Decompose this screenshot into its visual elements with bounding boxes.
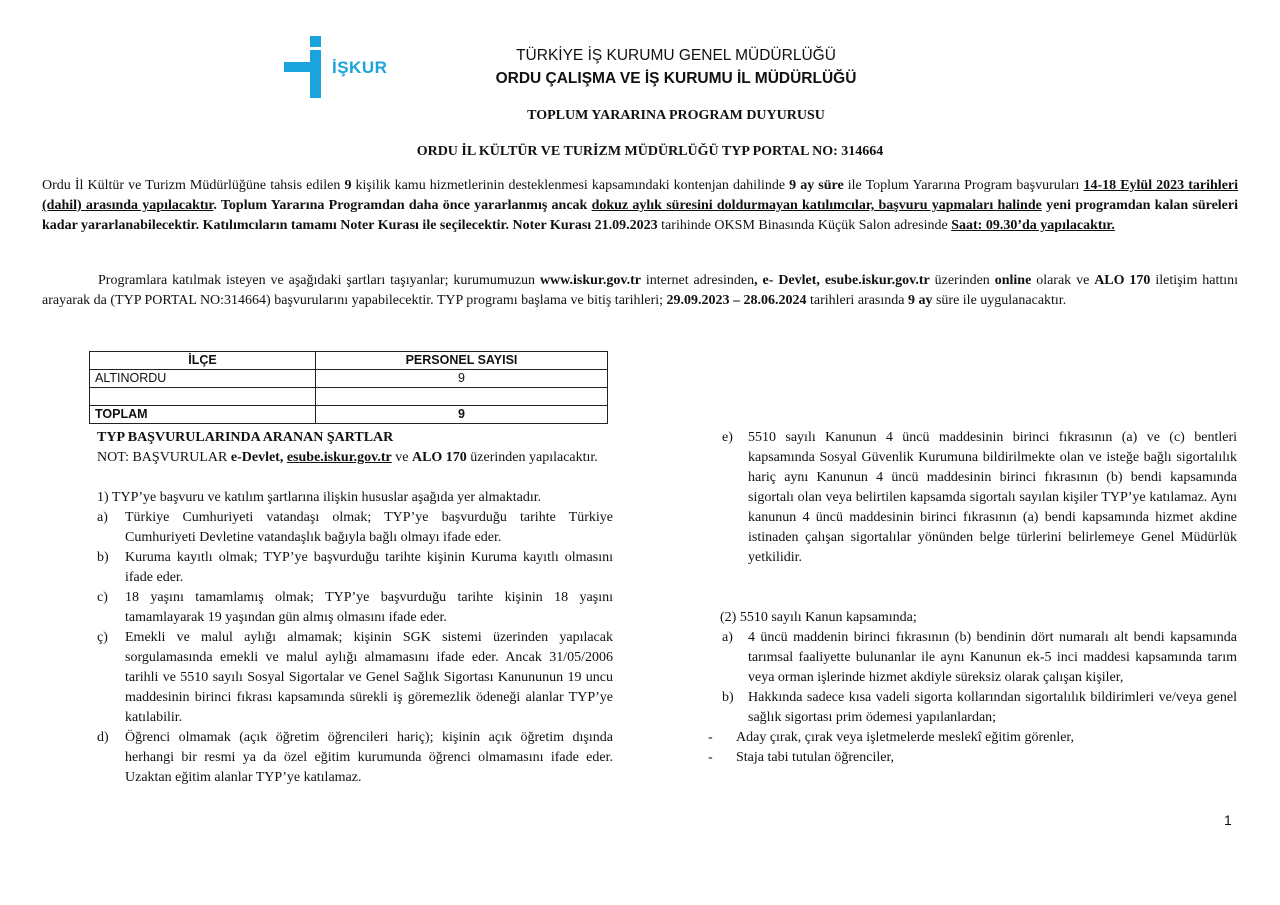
header-directorate: ORDU ÇALIŞMA VE İŞ KURUMU İL MÜDÜRLÜĞÜ	[495, 70, 857, 87]
exception-list	[700, 728, 1237, 768]
page-number: 1	[1224, 812, 1232, 828]
list-item	[700, 688, 1237, 728]
program-dates: 29.09.2023 – 28.06.2024	[666, 293, 807, 308]
requirements-list	[42, 508, 613, 788]
announcement-title: TOPLUM YARARINA PROGRAM DUYURUSU	[527, 108, 825, 123]
text-run: tarihleri arasında	[806, 293, 908, 308]
section-title: TYP BAŞVURULARINDA ARANAN ŞARTLAR	[97, 430, 394, 445]
cell-personnel	[316, 388, 608, 406]
list-item-label: -	[708, 730, 713, 745]
text-run: kişilik kamu hizmetlerinin desteklenmesi kapsamındaki kontenjan dahilinde	[351, 178, 790, 193]
text-run: Programlara katılmak isteyen ve aşağıdaki şartları taşıyanlar; kurumumuzun	[98, 273, 540, 288]
table-total-row	[90, 406, 608, 424]
list-item-label: c)	[97, 590, 108, 605]
column-header-district: İLÇE	[90, 352, 316, 370]
list-item-label: b)	[722, 690, 734, 705]
list-item	[42, 508, 613, 548]
application-note	[42, 448, 613, 468]
header-agency: TÜRKİYE İŞ KURUMU GENEL MÜDÜRLÜĞÜ	[516, 47, 836, 64]
application-dates: 14-18 Eylül 2023 tarihleri (dahil) arasında yapılacaktır	[42, 178, 1239, 213]
cell-district: ALTINORDU	[90, 370, 316, 388]
iskur-logo-text: İŞKUR	[332, 58, 388, 77]
intro-paragraph	[42, 176, 1238, 236]
cell-total-label: TOPLAM	[90, 406, 316, 424]
application-paragraph	[42, 271, 1238, 311]
bold-run: 9 ay süre	[789, 178, 844, 193]
list-item-text: Staja tabi tutulan öğrenciler,	[736, 750, 895, 765]
underlined-run: dokuz aylık süresini doldurmayan katılımcılar, başvuru yapmaları halinde	[591, 198, 1042, 213]
list-item	[700, 728, 1237, 748]
draw-time: Saat: 09.30’da yapılacaktır.	[951, 218, 1115, 233]
table-header-row	[90, 352, 608, 370]
requirements-intro: 1) TYP’ye başvuru ve katılım şartlarına ilişkin hususlar aşağıda yer almaktadır.	[97, 490, 542, 505]
list-item	[700, 628, 1237, 688]
text-run: süre ile uygulanacaktır.	[932, 293, 1067, 308]
list-item-text: Hakkında sadece kısa vadeli sigorta kollarından sigortalılık bildirimleri ve/veya genel sağlık sigortası prim ödemesi yapılanlardan;	[748, 690, 1237, 725]
requirements-right-column	[700, 428, 1237, 768]
list-item-text: Aday çırak, çırak veya işletmelerde meslekî eğitim görenler,	[736, 730, 1075, 745]
list-item-label: -	[708, 750, 713, 765]
list-item-label: b)	[97, 550, 109, 565]
text-run: üzerinden	[929, 273, 995, 288]
list-item	[42, 588, 613, 628]
iskur-logo	[284, 36, 408, 100]
text-run: ve	[391, 450, 412, 465]
sgk-scope-intro: (2) 5510 sayılı Kanun kapsamında;	[720, 610, 917, 625]
list-item-text: Emekli ve malul aylığı almamak; kişinin SGK sistemi üzerinden yapılacak sorgulamasında emekli ve malul aylığı almamasını ifade eder. Ancak 31/05/2006 tarihli ve 5510 sayılı Sosyal Sigortalar ve Genel Sağlık Sigortası Kanununun 19 uncu maddesinin birinci fıkrası kapsamında sürekli iş göremezlik ödeneği alanlar TYP’ye katılabilir.	[125, 630, 613, 725]
text-run: üzerinden yapılacaktır.	[466, 450, 598, 465]
text-run: NOT: BAŞVURULAR	[97, 450, 231, 465]
text-run: internet adresinden	[640, 273, 755, 288]
iskur-logo-icon	[284, 36, 334, 100]
quota-table	[89, 351, 608, 424]
text-run: olarak ve	[1031, 273, 1095, 288]
list-item	[700, 428, 1237, 568]
list-item-text: Öğrenci olmamak (açık öğretim öğrencileri hariç); kişinin açık öğretim dışında herhangi bir resmi ya da özel eğitim kurumunda öğrenci olmamasını ifade eder. Uzaktan eğitim alanlar TYP’ye katılamaz.	[125, 730, 613, 785]
bold-run: yeni programdan kalan süreleri kadar yararlanabilecektir. Katılımcıların tamamı Noter Kurası ile seçilecektir. Noter Kurası 21.09.2023	[42, 198, 1238, 233]
bold-run: ALO 170	[411, 450, 467, 465]
text-run: iletişim hattını arayarak da (TYP PORTAL NO:314664) başvurularını yapabilecektir. TYP programı başlama ve bitiş tarihleri;	[42, 273, 1239, 308]
list-item-text: 5510 sayılı Kanunun 4 üncü maddesinin birinci fıkrasının (a) ve (c) bentleri kapsamında Sosyal Güvenlik Kurumuna bildirilmekte olan ve isteğe bağlı sigortalılık hariç aynı Kanunun 4 üncü maddesinin birinci fıkrasının (b) bendi kapsamında sigortalı olan veya belirtilen kapsamda sigortalı sayılan kişiler TYP’ye katılamaz. Aynı kanunun 4 üncü maddesinin birinci fıkrasının (a) bendi kapsamında hizmet akdine istinaden çalışan sigortalılar yönünden belge türlerini belirlemeye Genel Müdürlük yetkilidir.	[748, 430, 1237, 565]
bold-run: online	[994, 273, 1032, 288]
list-item	[42, 548, 613, 588]
table-row	[90, 388, 608, 406]
text-run: Ordu İl Kültür ve Turizm Müdürlüğüne tahsis edilen	[42, 178, 345, 193]
subject-title: ORDU İL KÜLTÜR VE TURİZM MÜDÜRLÜĞÜ TYP PORTAL NO: 314664	[416, 144, 884, 159]
bold-run: ,	[279, 450, 287, 465]
list-item-label: a)	[97, 510, 108, 525]
text-run: tarihinde OKSM Binasında Küçük Salon adresinde	[657, 218, 952, 233]
requirement-e	[700, 428, 1237, 568]
list-item-text: Türkiye Cumhuriyeti vatandaşı olmak; TYP’ye başvurduğu tarihte Türkiye Cumhuriyeti Devletine vatandaşlık bağıyla bağlı olmayı ifade eder.	[125, 510, 613, 545]
esube-link: esube.iskur.gov.tr	[286, 450, 392, 465]
list-item-label: ç)	[97, 630, 108, 645]
website-link: www.iskur.gov.tr	[539, 273, 641, 288]
list-item-label: e)	[722, 430, 733, 445]
list-item	[42, 628, 613, 728]
list-item-text: 4 üncü maddenin birinci fıkrasının (b) bendinin dört numaralı alt bendi kapsamında tarımsal faaliyette bulunanlar ile aynı Kanunun ek-5 inci maddesi kapsamında tarım veya orman işlerinde hizmet akdiyle süreksiz olarak çalışan kişiler,	[748, 630, 1237, 685]
list-item-label: a)	[722, 630, 733, 645]
cell-district	[90, 388, 316, 406]
list-item	[700, 748, 1237, 768]
bold-run: . Toplum Yararına Programdan daha önce yararlanmış ancak	[213, 198, 592, 213]
list-item-label: d)	[97, 730, 109, 745]
column-header-personnel: PERSONEL SAYISI	[316, 352, 608, 370]
bold-run: e-Devlet	[230, 450, 280, 465]
table-row	[90, 370, 608, 388]
hotline: ALO 170	[1094, 273, 1151, 288]
requirements-left-column	[42, 428, 613, 788]
list-item	[42, 728, 613, 788]
cell-total-value: 9	[316, 406, 608, 424]
bold-run: 9 ay	[907, 293, 933, 308]
list-item-text: 18 yaşını tamamlamış olmak; TYP’ye başvurduğu tarihte kişinin 18 yaşını tamamlayarak 19 yaşından gün almış olmasını ifade eder.	[125, 590, 613, 625]
bold-run: , e- Devlet, esube.iskur.gov.tr	[754, 273, 930, 288]
bold-run: 9	[344, 178, 352, 193]
cell-personnel: 9	[316, 370, 608, 388]
text-run: ile Toplum Yararına Program başvuruları	[843, 178, 1084, 193]
list-item-text: Kuruma kayıtlı olmak; TYP’ye başvurduğu tarihte kişinin Kuruma kayıtlı olmasını ifade eder.	[125, 550, 613, 585]
sgk-scope-list	[700, 628, 1237, 728]
